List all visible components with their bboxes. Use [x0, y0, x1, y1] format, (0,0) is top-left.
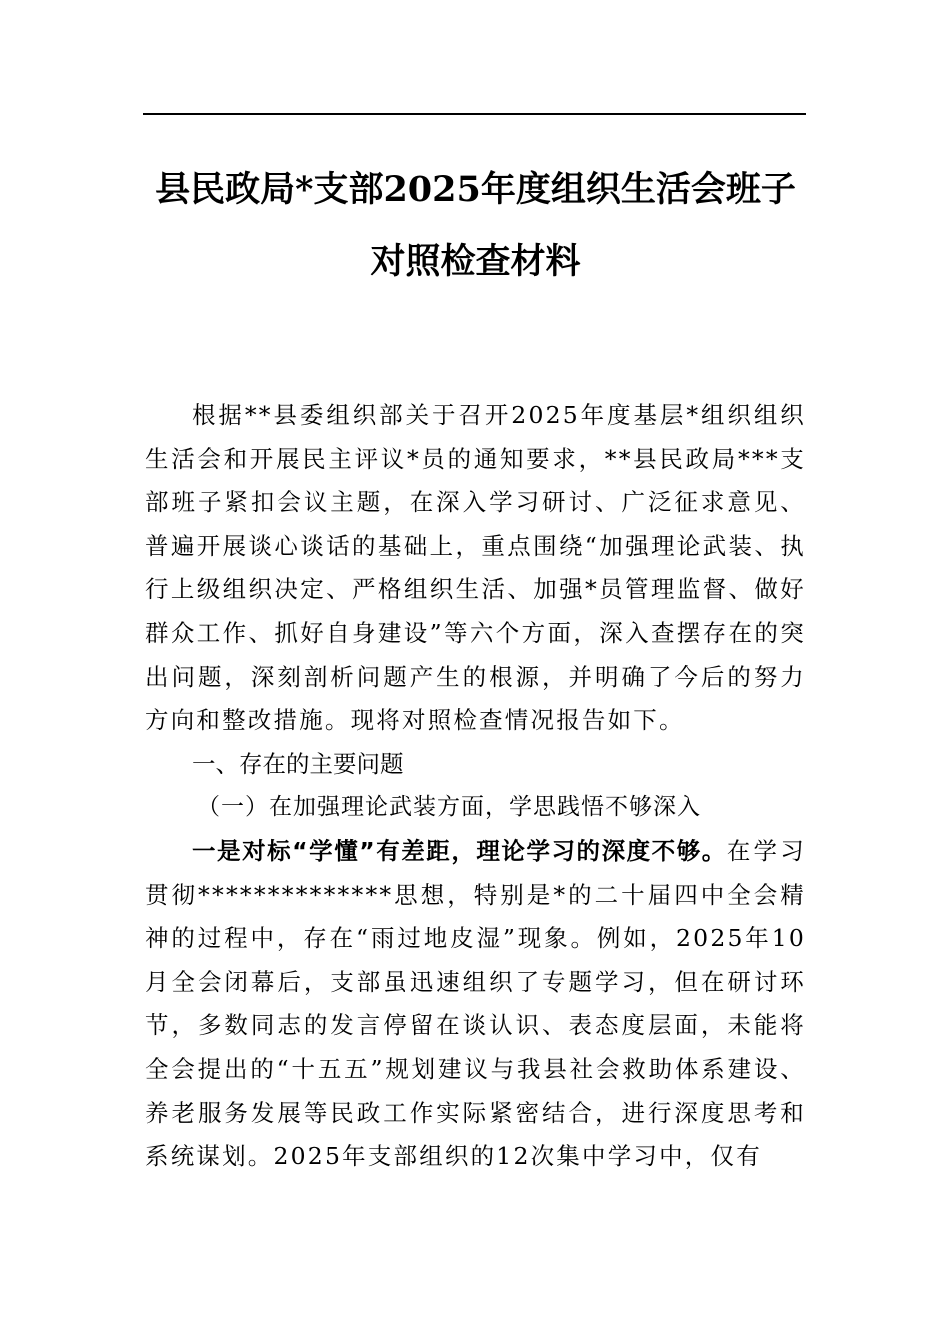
point-paragraph — [145, 830, 806, 1179]
document-title-line-1: 县民政局*支部2025年度组织生活会班子 — [155, 169, 796, 210]
subsection-heading: （一）在加强理论武装方面，学思践悟不够深入 — [197, 794, 701, 821]
point-body-text: 在学习贯彻**************思想，特别是*的二十届四中全会精神的过程中，存在“雨过地皮湿”现象。例如，2025年10月全会闭幕后，支部虽迅速组织了专题学习，但在研讨环节，多数同志的发言停留在谈认识、表态度层面，未能将全会提出的“十五五”规划建议与我县社会救助体系建设、养老服务发展等民政工作实际紧密结合，进行深度思考和系统谋划。2025年支部组织的12次集中学习中，仅有 — [145, 836, 806, 1171]
document-body — [145, 394, 806, 1179]
header-rule — [143, 113, 806, 115]
document-title-line-2: 对照检查材料 — [370, 241, 581, 282]
intro-paragraph: 根据**县委组织部关于召开2025年度基层*组织组织生活会和开展民主评议*员的通知要求，**县民政局***支部班子紧扣会议主题，在深入学习研讨、广泛征求意见、普遍开展谈心谈话的基础上，重点围绕“加强理论武装、执行上级组织决定、严格组织生活、加强*员管理监督、做好群众工作、抓好自身建设”等六个方面，深入查摆存在的突出问题，深刻剖析问题产生的根源，并明确了今后的努力方向和整改措施。现将对照检查情况报告如下。 — [145, 401, 806, 735]
section-heading: 一、存在的主要问题 — [192, 749, 404, 778]
point-lead-sentence: 一是对标“学懂”有差距，理论学习的深度不够。 — [192, 836, 727, 865]
